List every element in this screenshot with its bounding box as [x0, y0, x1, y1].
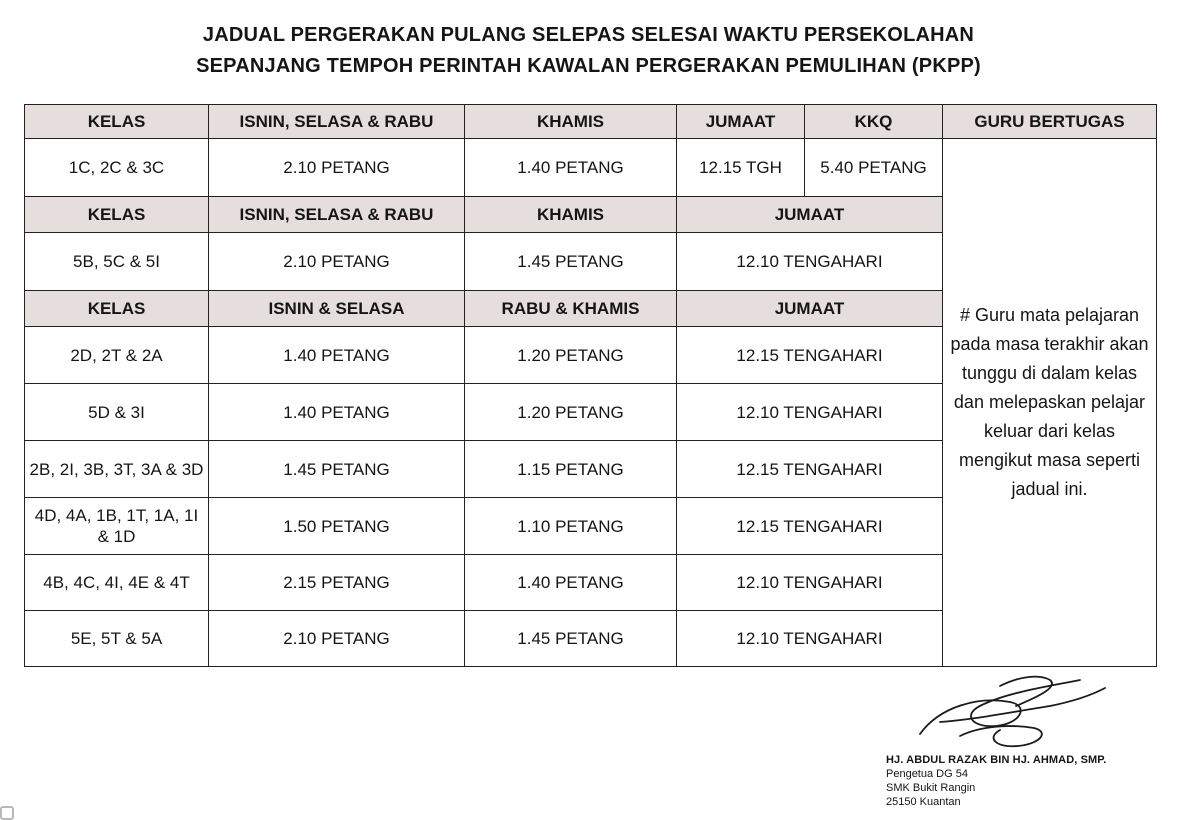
cell-time: 1.45 PETANG: [465, 611, 677, 667]
title-line-2: SEPANJANG TEMPOH PERINTAH KAWALAN PERGERAKAN PEMULIHAN (PKPP): [196, 55, 981, 77]
cell-time: 1.50 PETANG: [209, 498, 465, 555]
cell-time: 12.15 TENGAHARI: [677, 498, 943, 555]
cell-time: 1.40 PETANG: [209, 327, 465, 384]
cell-kelas: 5D & 3I: [25, 384, 209, 441]
signatory-title: Pengetua DG 54: [886, 768, 968, 780]
header-jumaat: JUMAAT: [677, 105, 805, 139]
cell-time: 2.10 PETANG: [209, 233, 465, 291]
header-khamis: KHAMIS: [465, 197, 677, 233]
guru-bertugas-note: # Guru mata pelajaran pada masa terakhir akan tunggu di dalam kelas dan melepaskan pelajar keluar dari kelas mengikut masa seperti jadual ini.: [943, 139, 1157, 667]
cell-kelas: 2D, 2T & 2A: [25, 327, 209, 384]
signatory-address: 25150 Kuantan: [886, 796, 961, 808]
cell-time: 12.10 TENGAHARI: [677, 555, 943, 611]
corner-mark-icon: [0, 806, 14, 820]
header-isnin-selasa-rabu: ISNIN, SELASA & RABU: [209, 197, 465, 233]
cell-time: 1.15 PETANG: [465, 441, 677, 498]
cell-time: 1.20 PETANG: [465, 327, 677, 384]
header-kelas: KELAS: [25, 291, 209, 327]
table-row: [25, 139, 1157, 197]
cell-kelas: 5B, 5C & 5I: [25, 233, 209, 291]
cell-kelas: 1C, 2C & 3C: [25, 139, 209, 197]
handwritten-signature: [900, 666, 1120, 756]
header-khamis: KHAMIS: [465, 105, 677, 139]
cell-time: 12.10 TENGAHARI: [677, 233, 943, 291]
header-guru-bertugas: GURU BERTUGAS: [943, 105, 1157, 139]
cell-time: 2.15 PETANG: [209, 555, 465, 611]
title-line-1: JADUAL PERGERAKAN PULANG SELEPAS SELESAI WAKTU PERSEKOLAHAN: [202, 24, 975, 46]
header-rabu-khamis: RABU & KHAMIS: [465, 291, 677, 327]
cell-kelas: 5E, 5T & 5A: [25, 611, 209, 667]
header-jumaat: JUMAAT: [677, 291, 943, 327]
cell-kelas: 2B, 2I, 3B, 3T, 3A & 3D: [25, 441, 209, 498]
cell-kelas: 4D, 4A, 1B, 1T, 1A, 1I & 1D: [25, 498, 209, 555]
cell-time: 12.15 TENGAHARI: [677, 327, 943, 384]
cell-time: 2.10 PETANG: [209, 611, 465, 667]
section1-header-row: [25, 105, 1157, 139]
cell-time: 2.10 PETANG: [209, 139, 465, 197]
cell-time: 1.45 PETANG: [209, 441, 465, 498]
cell-time: 1.45 PETANG: [465, 233, 677, 291]
header-isnin-selasa: ISNIN & SELASA: [209, 291, 465, 327]
header-jumaat: JUMAAT: [677, 197, 943, 233]
cell-time: 1.20 PETANG: [465, 384, 677, 441]
cell-time: 12.10 TENGAHARI: [677, 611, 943, 667]
header-kelas: KELAS: [25, 197, 209, 233]
header-kelas: KELAS: [25, 105, 209, 139]
cell-time: 1.40 PETANG: [465, 555, 677, 611]
cell-kelas: 4B, 4C, 4I, 4E & 4T: [25, 555, 209, 611]
cell-time: 1.10 PETANG: [465, 498, 677, 555]
cell-time: 12.15 TENGAHARI: [677, 441, 943, 498]
schedule-table: [24, 104, 1157, 667]
cell-time: 12.15 TGH: [677, 139, 805, 197]
cell-time: 5.40 PETANG: [805, 139, 943, 197]
cell-time: 1.40 PETANG: [209, 384, 465, 441]
cell-time: 1.40 PETANG: [465, 139, 677, 197]
signatory-school: SMK Bukit Rangin: [886, 782, 976, 794]
header-kkq: KKQ: [805, 105, 943, 139]
signatory-name: HJ. ABDUL RAZAK BIN HJ. AHMAD, SMP.: [886, 754, 1107, 766]
header-isnin-selasa-rabu: ISNIN, SELASA & RABU: [209, 105, 465, 139]
document-title: [0, 20, 1177, 82]
cell-time: 12.10 TENGAHARI: [677, 384, 943, 441]
signature-block: [880, 664, 1140, 814]
